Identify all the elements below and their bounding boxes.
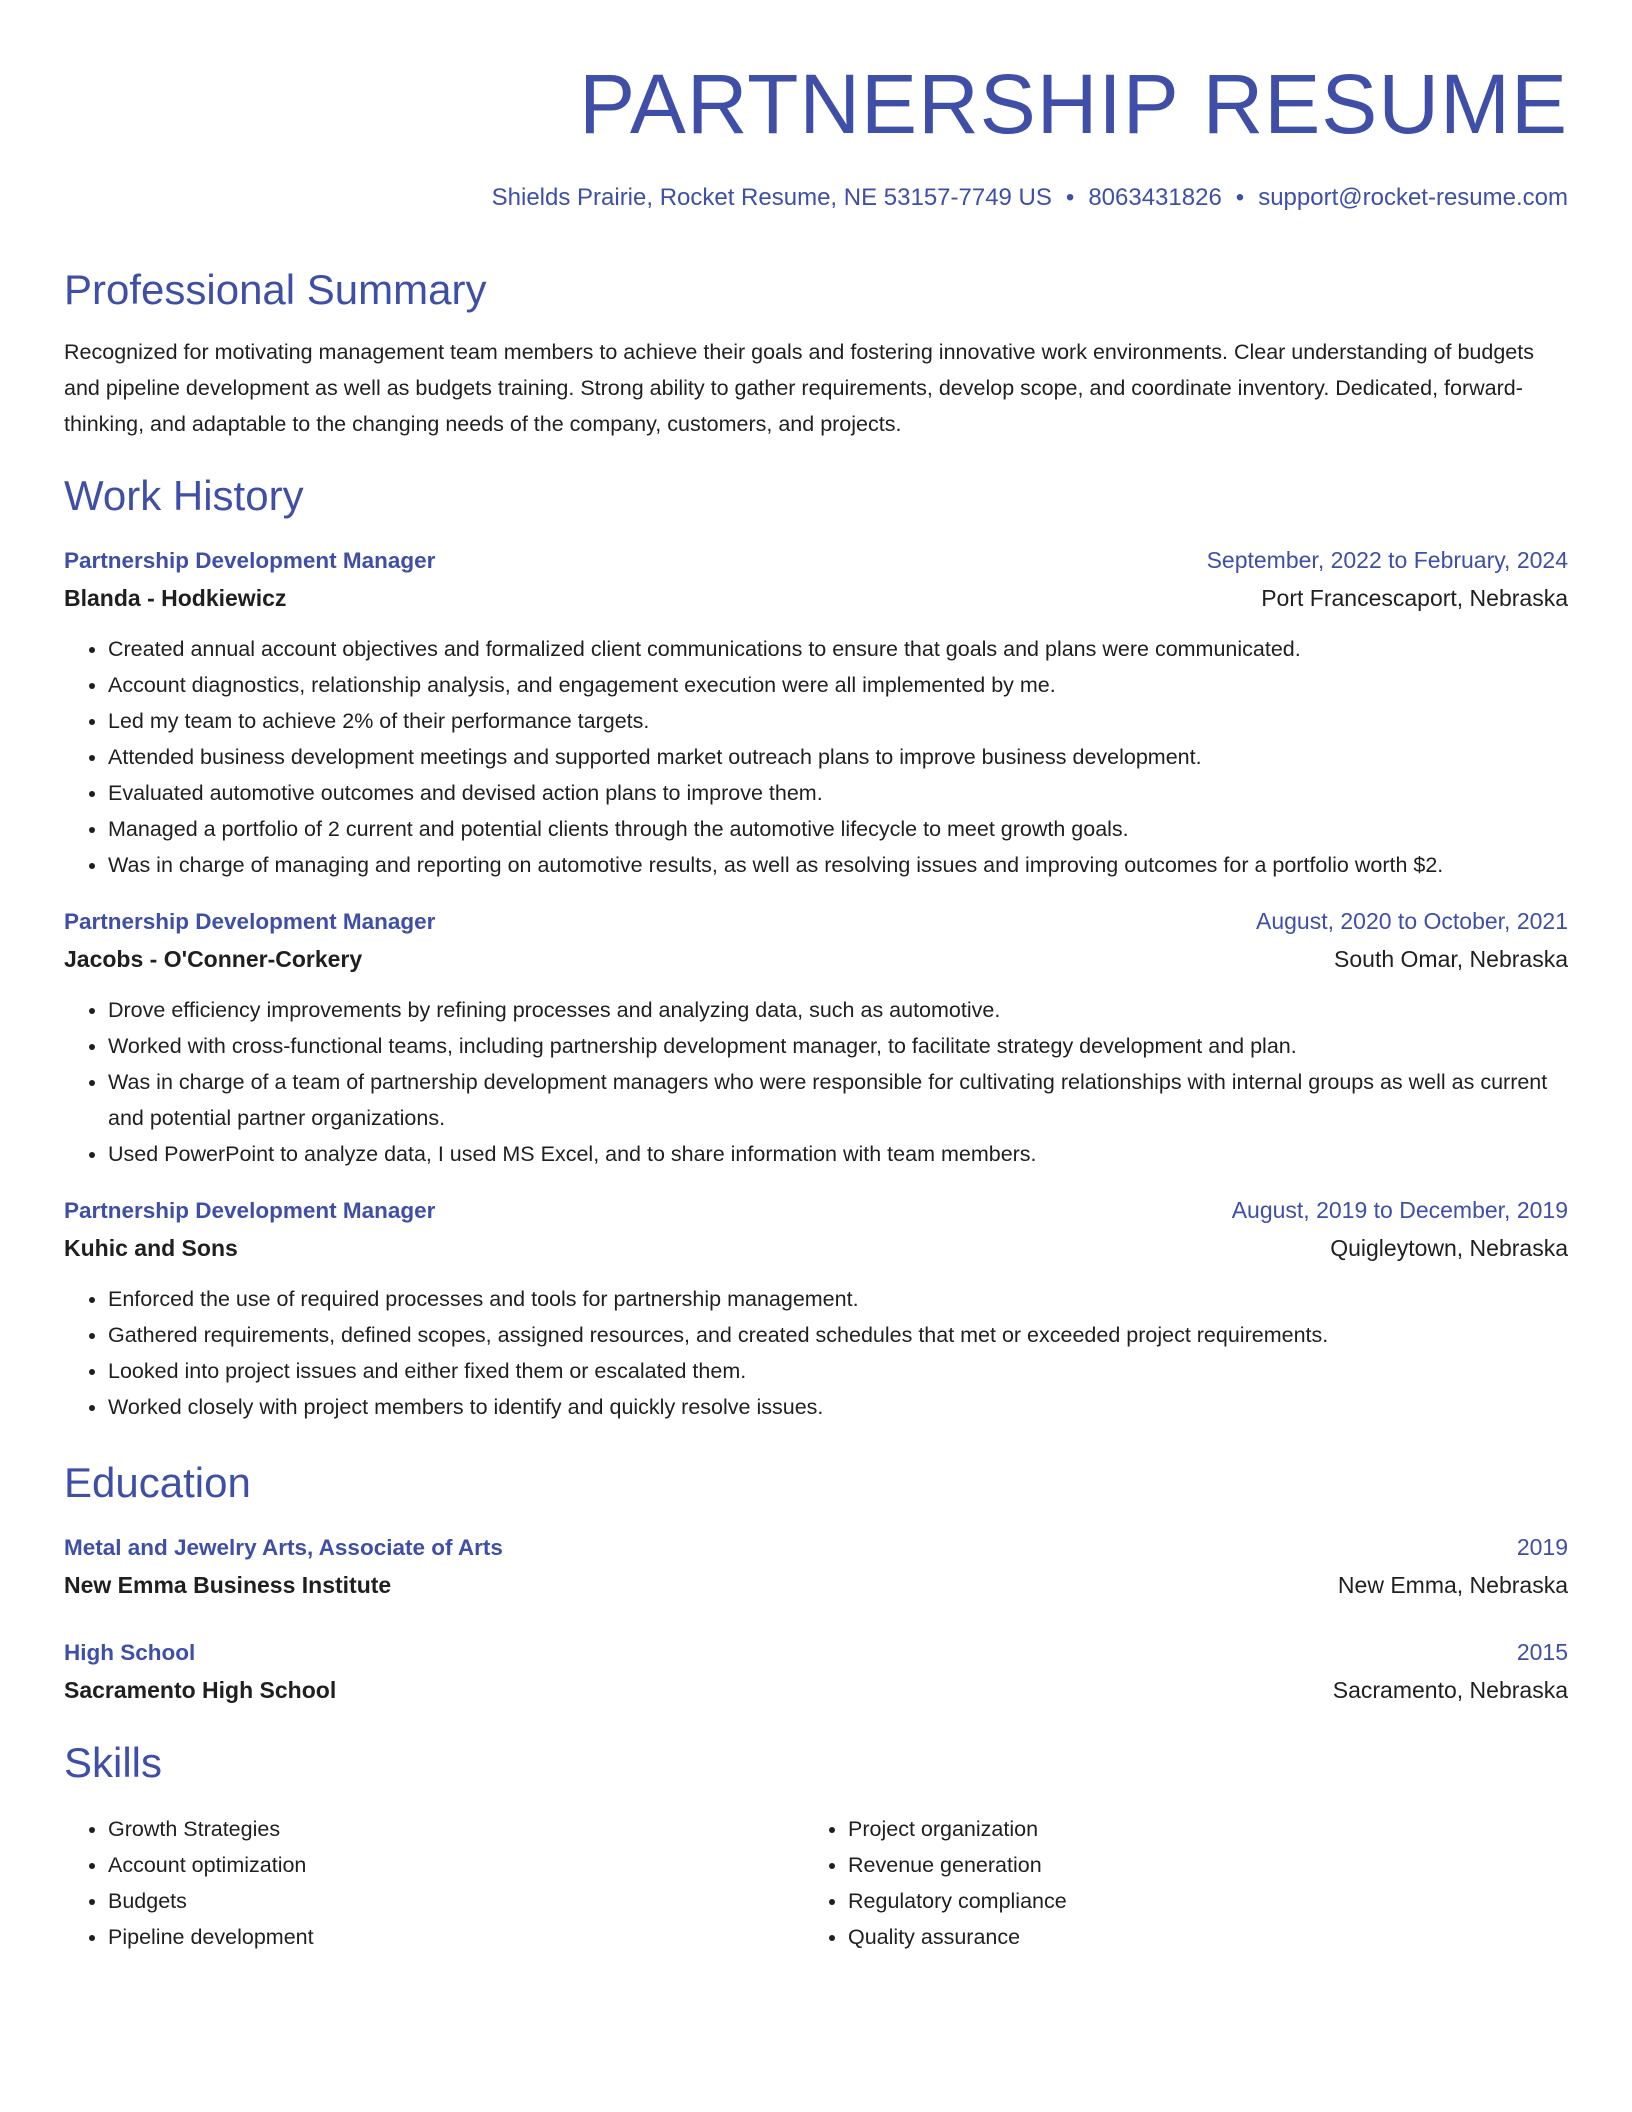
contact-separator: • [1065,184,1075,211]
job-bullet: • Worked with cross-functional teams, including partnership development manager, to facilitate strategy development and plan. [108,1028,1568,1064]
job-bullet: • Evaluated automotive outcomes and devised action plans to improve them. [108,775,1568,811]
job-bullet: • Attended business development meetings and supported market outreach plans to improve business development. [108,739,1568,775]
education-school: Sacramento High School [64,1677,337,1703]
job-bullet: • Managed a portfolio of 2 current and potential clients through the automotive lifecycle to meet growth goals. [108,811,1568,847]
job-bullets [64,631,1568,883]
education-entry [64,1634,1568,1709]
education-school: New Emma Business Institute [64,1572,392,1598]
skills-column-right [804,1811,1544,1955]
skills-column-left [64,1811,804,1955]
job-bullet: • Led my team to achieve 2% of their performance targets. [108,703,1568,739]
job-bullet: • Was in charge of managing and reporting on automotive results, as well as resolving issues and improving outcomes for a portfolio worth $2. [108,847,1568,883]
skill-item: • Revenue generation [848,1847,1544,1883]
job-bullet: • Drove efficiency improvements by refining processes and analyzing data, such as automotive. [108,992,1568,1028]
resume-header [64,0,1568,214]
education-location: New Emma, Nebraska [1337,1572,1568,1598]
job-bullet: • Was in charge of a team of partnership development managers who were responsible for cultivating relationships with internal groups as well as current and potential partner organizations. [108,1064,1568,1136]
work-history-heading: Work History [64,472,304,519]
job-bullet: • Worked closely with project members to identify and quickly resolve issues. [108,1389,1568,1425]
job-entry [64,1192,1568,1425]
job-location: Port Francescaport, Nebraska [1261,585,1568,611]
job-location: South Omar, Nebraska [1334,946,1568,972]
job-dates: August, 2019 to December, 2019 [1231,1197,1568,1223]
education-location: Sacramento, Nebraska [1332,1677,1568,1703]
job-bullet: • Used PowerPoint to analyze data, I used MS Excel, and to share information with team members. [108,1136,1568,1172]
summary-text: Recognized for motivating management team members to achieve their goals and fostering innovative work environments. Clear understanding of budgets and pipeline development as well as budgets training. Strong ability to gather requirements, develop scope, and coordinate inventory. Dedicated, forward-thinking, and adaptable to the changing needs of the company, customers, and projects. [64,340,1534,436]
job-bullets [64,992,1568,1172]
job-company: Blanda - Hodkiewicz [64,585,287,611]
job-entry [64,903,1568,1172]
education-degree: Metal and Jewelry Arts, Associate of Arts [64,1535,503,1560]
education-year: 2015 [1516,1639,1568,1665]
job-bullet: • Looked into project issues and either fixed them or escalated them. [108,1353,1568,1389]
skills-list [64,1811,1568,1955]
job-location: Quigleytown, Nebraska [1330,1235,1568,1261]
job-bullet: • Gathered requirements, defined scopes, assigned resources, and created schedules that met or exceeded project requirements. [108,1317,1568,1353]
job-company: Kuhic and Sons [64,1235,238,1261]
contact-separator: • [1235,184,1245,211]
contact-line [64,182,1568,214]
education-entry [64,1529,1568,1604]
resume-name: PARTNERSHIP RESUME [579,57,1568,151]
skill-item: • Account optimization [108,1847,804,1883]
skill-item: • Project organization [848,1811,1544,1847]
job-dates: August, 2020 to October, 2021 [1255,908,1568,934]
skills-heading: Skills [64,1739,163,1786]
job-company: Jacobs - O'Conner-Corkery [64,946,363,972]
skill-item: • Growth Strategies [108,1811,804,1847]
job-bullet: • Created annual account objectives and formalized client communications to ensure that goals and plans were communicated. [108,631,1568,667]
education-degree: High School [64,1640,196,1665]
skill-item: • Budgets [108,1883,804,1919]
education-heading: Education [64,1459,251,1506]
job-bullet: • Account diagnostics, relationship analysis, and engagement execution were all implemented by me. [108,667,1568,703]
contact-email: support@rocket-resume.com [1258,184,1568,211]
skill-item: • Quality assurance [848,1919,1544,1955]
skill-item: • Regulatory compliance [848,1883,1544,1919]
job-role: Partnership Development Manager [64,548,436,573]
job-bullet: • Enforced the use of required processes and tools for partnership management. [108,1281,1568,1317]
skill-item: • Pipeline development [108,1919,804,1955]
job-entry [64,542,1568,883]
education-year: 2019 [1516,1534,1568,1560]
job-bullets [64,1281,1568,1425]
contact-phone: 8063431826 [1088,184,1222,211]
summary-heading: Professional Summary [64,266,487,313]
job-role: Partnership Development Manager [64,1198,436,1223]
job-dates: September, 2022 to February, 2024 [1206,547,1568,573]
job-role: Partnership Development Manager [64,909,436,934]
contact-address: Shields Prairie, Rocket Resume, NE 53157-7749 US [491,184,1052,211]
